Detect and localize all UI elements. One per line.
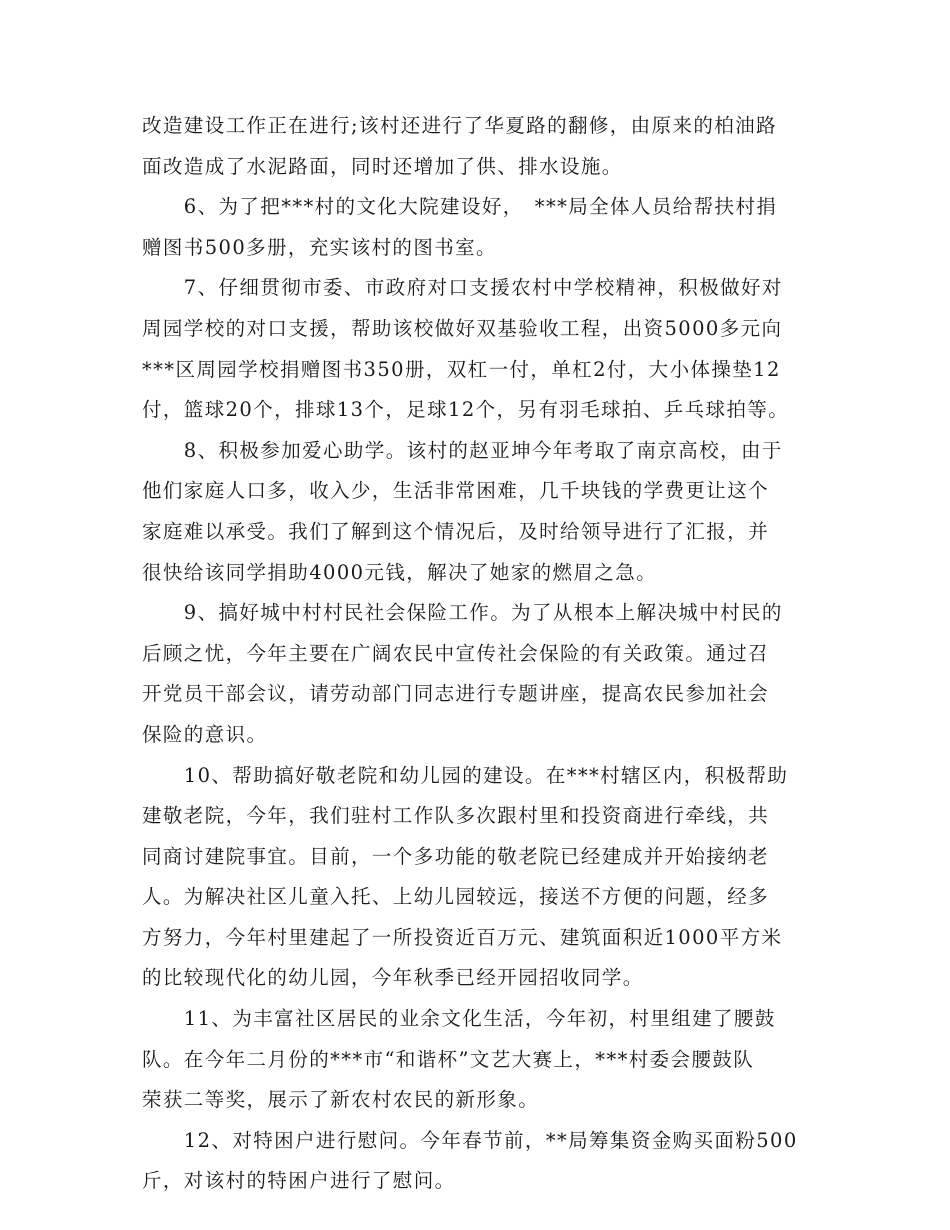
paragraph-item-10: [142, 756, 812, 1000]
text-line: 开党员干部会议，请劳动部门同志进行专题讲座，提高农民参加社会: [142, 682, 770, 706]
text-line: 家庭难以承受。我们了解到这个情况后，及时给领导进行了汇报，并: [142, 519, 770, 543]
text-line: 很快给该同学捐助4000元钱，解决了她家的燃眉之急。: [142, 560, 658, 584]
text-line: 改造建设工作正在进行;该村还进行了华夏路的翻修，由原来的柏油路: [142, 114, 777, 137]
text-line: 10、帮助搞好敬老院和幼儿园的建设。在***村辖区内，积极帮助: [142, 763, 789, 787]
text-line: ***区周园学校捐赠图书350册，双杠一付，单杠2付，大小体操垫12: [142, 357, 781, 381]
text-line: 赠图书500多册，充实该村的图书室。: [142, 235, 497, 259]
text-line: 保险的意识。: [142, 722, 268, 746]
text-line: 9、搞好城中村村民社会保险工作。为了从根本上解决城中村民的: [142, 601, 783, 625]
text-line: 荣获二等奖，展示了新农村农民的新形象。: [142, 1088, 540, 1112]
text-line: 人。为解决社区儿童入托、上幼儿园较远，接送不方便的问题，经多: [142, 885, 770, 909]
text-line: 同商讨建院事宜。目前，一个多功能的敬老院已经建成并开始接纳老: [142, 844, 770, 868]
paragraph-item-7: [142, 268, 812, 430]
text-line: 周园学校的对口支援，帮助该校做好双基验收工程，出资5000多元向: [142, 316, 783, 340]
text-line: 8、积极参加爱心助学。该村的赵亚坤今年考取了南京高校，由于: [142, 438, 783, 462]
text-line: 11、为丰富社区居民的业余文化生活，今年初，村里组建了腰鼓: [142, 1007, 776, 1031]
paragraph-item-6: [142, 187, 812, 268]
text-line: 7、仔细贯彻市委、市政府对口支援农村中学校精神，积极做好对: [142, 276, 783, 300]
text-line: 6、为了把***村的文化大院建设好， ***局全体人员给帮扶村捐: [142, 195, 778, 219]
text-line: 他们家庭人口多，收入少，生活非常困难，几千块钱的学费更让这个: [142, 479, 770, 503]
text-line: 的比较现代化的幼儿园，今年秋季已经开园招收同学。: [142, 966, 644, 990]
paragraph-item-11: [142, 999, 812, 1121]
text-line: 付，篮球20个，排球13个，足球12个，另有羽毛球拍、乒乓球拍等。: [142, 398, 790, 422]
paragraph-item-9: [142, 593, 812, 755]
text-line: 建敬老院，今年，我们驻村工作队多次跟村里和投资商进行牵线，共: [142, 804, 770, 828]
paragraph-item-12: [142, 1121, 812, 1202]
text-line: 方努力，今年村里建起了一所投资近百万元、建筑面积近1000平方米: [142, 925, 783, 949]
text-line: 斤，对该村的特困户进行了慰问。: [142, 1169, 456, 1193]
paragraph-road-renovation: [142, 106, 812, 187]
text-line: 面改造成了水泥路面，同时还增加了供、排水设施。: [142, 154, 623, 178]
paragraph-item-8: [142, 431, 812, 593]
text-line: 后顾之忧，今年主要在广阔农民中宣传社会保险的有关政策。通过召: [142, 641, 770, 665]
text-line: 12、对特困户进行慰问。今年春节前，**局筹集资金购买面粉500: [142, 1128, 798, 1152]
document-body: [142, 106, 812, 1202]
text-line: 队。在今年二月份的***市“和谐杯”文艺大赛上，***村委会腰鼓队: [142, 1047, 755, 1071]
